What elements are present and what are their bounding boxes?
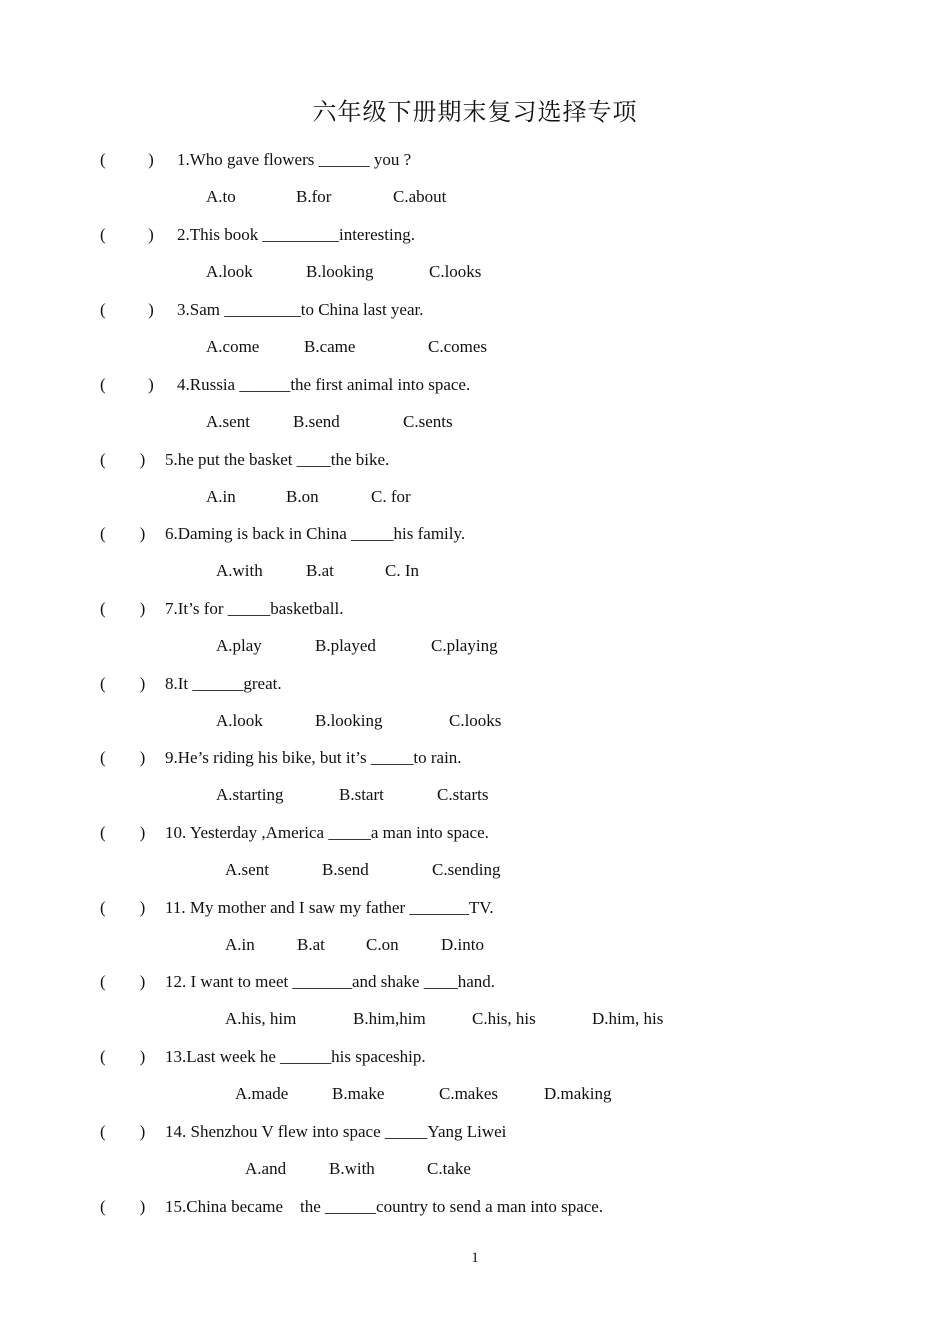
question-row [100,1047,426,1067]
question-text: 6.Daming is back in China _____his family. [165,524,466,543]
answer-blank[interactable]: ( ) [100,599,146,618]
question-row [100,524,466,544]
answer-option: A.look [206,262,253,281]
question-text: 15.China became the ______country to send a man into space. [165,1197,604,1216]
question-text: 14. Shenzhou V flew into space _____Yang Liwei [165,1122,507,1141]
question-text: 3.Sam _________to China last year. [177,300,424,319]
question-row [100,898,494,918]
answer-blank[interactable]: ( ) [100,150,154,169]
question-text: 7.It’s for _____basketball. [165,599,344,618]
answer-option: A.sent [225,860,269,879]
question-row [100,599,344,619]
answer-option: D.making [544,1084,612,1103]
question-row [100,1122,507,1142]
question-row [100,225,415,245]
question-text: 9.He’s riding his bike, but it’s _____to rain. [165,748,462,767]
answer-option: B.with [329,1159,375,1178]
answer-option: B.send [322,860,369,879]
question-text: 2.This book _________interesting. [177,225,415,244]
answer-option: B.looking [306,262,374,281]
answer-blank[interactable]: ( ) [100,375,154,394]
answer-option: B.him,him [353,1009,426,1028]
question-text: 5.he put the basket ____the bike. [165,450,390,469]
question-text: 11. My mother and I saw my father _______TV. [165,898,494,917]
answer-blank[interactable]: ( ) [100,674,146,693]
answer-option: B.start [339,785,384,804]
question-row [100,300,424,320]
question-text: 10. Yesterday ,America _____a man into space. [165,823,489,842]
answer-option: A.play [216,636,262,655]
answer-option: B.make [332,1084,385,1103]
answer-option: D.into [441,935,484,954]
answer-blank[interactable]: ( ) [100,1197,146,1216]
answer-option: B.looking [315,711,383,730]
question-text: 12. I want to meet _______and shake ____hand. [165,972,496,991]
answer-option: A.in [225,935,255,954]
question-text: 1.Who gave flowers ______ you ? [177,150,412,169]
question-row [100,375,471,395]
question-text: 13.Last week he ______his spaceship. [165,1047,426,1066]
answer-option: A.and [245,1159,287,1178]
question-row [100,1197,604,1217]
answer-blank[interactable]: ( ) [100,225,154,244]
answer-blank[interactable]: ( ) [100,823,146,842]
question-row [100,748,462,768]
question-row [100,674,282,694]
answer-option: A.in [206,487,236,506]
answer-blank[interactable]: ( ) [100,1047,146,1066]
answer-option: C.starts [437,785,489,804]
answer-option: C. for [371,487,411,506]
answer-option: B.send [293,412,340,431]
answer-option: C.looks [429,262,482,281]
question-row [100,450,390,470]
answer-option: A.to [206,187,236,206]
answer-option: C.sents [403,412,453,431]
answer-option: C.comes [428,337,488,356]
page-number: 1 [471,1250,479,1266]
answer-option: C.on [366,935,399,954]
question-text: 8.It ______great. [165,674,282,693]
answer-blank[interactable]: ( ) [100,972,146,991]
question-row [100,150,412,170]
answer-blank[interactable]: ( ) [100,1122,146,1141]
answer-option: B.at [306,561,334,580]
answer-option: C.his, his [472,1009,536,1028]
answer-option: B.came [304,337,356,356]
answer-option: C.playing [431,636,498,655]
answer-option: C.about [393,187,447,206]
answer-option: A.made [235,1084,289,1103]
answer-blank[interactable]: ( ) [100,898,146,917]
answer-option: C. In [385,561,419,580]
answer-blank[interactable]: ( ) [100,524,146,543]
answer-option: C.sending [432,860,501,879]
answer-option: D.him, his [592,1009,664,1028]
answer-option: C.looks [449,711,502,730]
question-row [100,972,496,992]
answer-blank[interactable]: ( ) [100,450,146,469]
answer-option: B.played [315,636,376,655]
answer-option: A.sent [206,412,250,431]
question-row [100,823,489,843]
answer-option: C.makes [439,1084,499,1103]
question-text: 4.Russia ______the first animal into space. [177,375,471,394]
answer-option: A.with [216,561,263,580]
answer-blank[interactable]: ( ) [100,300,154,319]
answer-option: C.take [427,1159,471,1178]
answer-option: B.at [297,935,325,954]
page-title: 六年级下册期末复习选择专项 [312,100,638,126]
answer-option: B.for [296,187,332,206]
answer-option: B.on [286,487,319,506]
answer-option: A.come [206,337,260,356]
answer-option: A.starting [216,785,284,804]
answer-blank[interactable]: ( ) [100,748,146,767]
answer-option: A.his, him [225,1009,297,1028]
answer-option: A.look [216,711,263,730]
